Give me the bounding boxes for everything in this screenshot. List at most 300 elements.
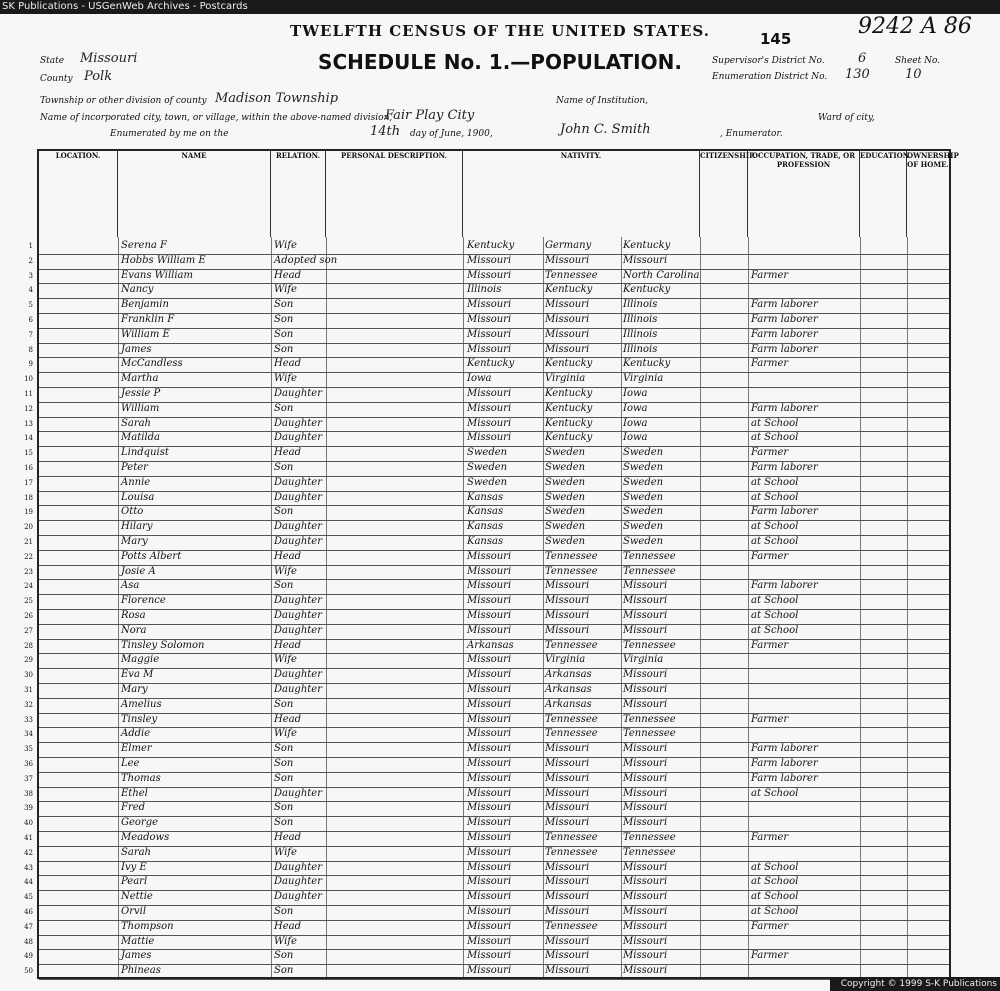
cell-occ: Farm laborer (751, 580, 818, 592)
cell-occ: at School (751, 521, 799, 533)
cell-rel: Son (274, 580, 294, 592)
cell-mother: Missouri (623, 595, 668, 607)
cell-name: Tinsley (121, 713, 158, 725)
copyright-footer: Copyright © 1999 S-K Publications (830, 977, 1000, 991)
cell-name: Evans William (121, 269, 194, 281)
row-number: 22 (24, 552, 33, 561)
column-divider (700, 237, 701, 977)
row-number: 2 (28, 256, 33, 265)
cell-rel: Adopted son (274, 254, 338, 266)
cell-mother: Tennessee (623, 639, 676, 651)
cell-occ: at School (751, 891, 799, 903)
col-ownership: OWNERSHIP OF HOME. (907, 151, 959, 169)
cell-birth: Missouri (467, 565, 512, 577)
cell-father: Virginia (545, 373, 586, 385)
cell-mother: Missouri (623, 876, 668, 888)
cell-rel: Daughter (274, 891, 322, 903)
cell-name: Sarah (121, 846, 151, 858)
cell-mother: Missouri (623, 861, 668, 873)
cell-occ: Farm laborer (751, 402, 818, 414)
row-number: 20 (24, 523, 33, 532)
cell-rel: Daughter (274, 521, 322, 533)
cell-occ: Farm laborer (751, 314, 818, 325)
cell-mother: Missouri (623, 580, 668, 592)
cell-rel: Son (274, 906, 294, 917)
row-number: 35 (24, 745, 33, 754)
cell-rel: Son (274, 743, 294, 755)
cell-birth: Iowa (467, 373, 492, 385)
column-divider (543, 237, 544, 977)
cell-mother: Missouri (623, 920, 668, 932)
county-value: Polk (84, 69, 113, 84)
cell-name: William E (121, 328, 170, 340)
county-label: County (40, 74, 73, 84)
cell-name: Hobbs William E (121, 254, 206, 266)
cell-rel: Son (274, 965, 294, 977)
cell-rel: Head (274, 447, 302, 459)
township-value: Madison Township (215, 91, 339, 106)
cell-birth: Missouri (467, 254, 512, 266)
cell-birth: Missouri (467, 758, 512, 769)
col-name: NAME (118, 151, 271, 237)
township-label: Township or other division of county (40, 96, 207, 106)
cell-birth: Missouri (467, 891, 512, 903)
cell-occ: Farmer (751, 269, 789, 281)
cell-father: Missouri (545, 861, 590, 873)
cell-rel: Son (274, 758, 294, 769)
cell-name: Potts Albert (121, 550, 182, 562)
cell-mother: Missouri (623, 743, 668, 755)
cell-father: Kentucky (545, 402, 593, 414)
cell-birth: Sweden (467, 462, 508, 473)
cell-rel: Daughter (274, 476, 322, 488)
row-number: 40 (24, 819, 33, 828)
state-value: Missouri (80, 51, 138, 66)
cell-rel: Son (274, 772, 294, 784)
cell-rel: Daughter (274, 491, 322, 503)
cell-name: James (121, 950, 152, 962)
row-number: 6 (28, 316, 33, 324)
cell-mother: Missouri (623, 698, 668, 710)
cell-occ: Farmer (751, 832, 789, 843)
cell-rel: Head (274, 550, 302, 562)
cell-birth: Missouri (467, 402, 512, 414)
cell-birth: Kansas (467, 536, 504, 547)
cell-mother: Tennessee (623, 565, 676, 577)
cell-birth: Missouri (467, 580, 512, 592)
cell-rel: Daughter (274, 684, 322, 695)
column-divider (463, 237, 464, 977)
cell-mother: Missouri (623, 906, 668, 917)
cell-father: Sweden (545, 462, 586, 473)
cell-mother: Illinois (623, 314, 658, 325)
cell-occ: Farmer (751, 950, 789, 962)
cell-rel: Daughter (274, 417, 322, 429)
row-number: 7 (28, 330, 33, 339)
cell-mother: Missouri (623, 935, 668, 947)
row-number: 5 (28, 301, 33, 310)
enumerated-day: 14th (370, 124, 401, 139)
city-value: Fair Play City (385, 108, 475, 123)
row-number: 16 (24, 464, 33, 472)
cell-rel: Daughter (274, 536, 322, 547)
window-title: SK Publications - USGenWeb Archives - Postcards (2, 1, 248, 12)
cell-birth: Kansas (467, 506, 504, 518)
cell-birth: Kentucky (467, 240, 515, 251)
cell-rel: Head (274, 713, 302, 725)
cell-occ: at School (751, 432, 799, 444)
cell-occ: Farm laborer (751, 328, 818, 340)
cell-rel: Daughter (274, 432, 322, 444)
cell-father: Tennessee (545, 639, 598, 651)
cell-father: Missouri (545, 743, 590, 755)
row-number: 10 (24, 375, 33, 384)
cell-birth: Missouri (467, 950, 512, 962)
cell-rel: Head (274, 269, 302, 281)
cell-mother: Tennessee (623, 846, 676, 858)
cell-name: Franklin F (121, 314, 175, 325)
row-number: 12 (24, 404, 33, 413)
cell-mother: Missouri (623, 758, 668, 769)
cell-rel: Daughter (274, 876, 322, 888)
col-relation: RELATION. (271, 151, 326, 237)
cell-occ: at School (751, 624, 799, 636)
cell-birth: Missouri (467, 595, 512, 607)
sheet-value: 10 (905, 67, 922, 82)
cell-rel: Son (274, 402, 294, 414)
row-number: 26 (24, 612, 33, 620)
col-citizenship: CITIZENSHIP. (700, 151, 748, 237)
cell-name: McCandless (121, 358, 183, 370)
cell-name: Peter (121, 462, 148, 473)
cell-father: Tennessee (545, 565, 598, 577)
cell-birth: Missouri (467, 965, 512, 977)
cell-name: Ethel (121, 787, 148, 799)
cell-occ: Farm laborer (751, 758, 818, 769)
sheet-label: Sheet No. (895, 56, 941, 66)
cell-occ: Farmer (751, 358, 789, 370)
row-number: 47 (24, 922, 33, 931)
cell-name: Nora (121, 624, 147, 636)
row-number: 42 (24, 848, 33, 857)
cell-name: Mattie (121, 935, 155, 947)
col-occupation: OCCUPATION, TRADE, OR PROFESSION (748, 151, 860, 237)
stamp-number: 9242 A 86 (858, 14, 972, 39)
cell-father: Kentucky (545, 388, 593, 399)
cell-birth: Missouri (467, 269, 512, 281)
cell-name: James (121, 343, 152, 355)
cell-father: Kentucky (545, 417, 593, 429)
row-number: 46 (24, 908, 33, 916)
cell-rel: Wife (274, 935, 297, 947)
row-number: 4 (28, 286, 33, 295)
cell-birth: Missouri (467, 906, 512, 917)
cell-mother: Sweden (623, 521, 664, 533)
cell-mother: Missouri (623, 787, 668, 799)
cell-mother: Missouri (623, 817, 668, 829)
cell-name: Nancy (121, 284, 154, 296)
cell-father: Missouri (545, 906, 590, 917)
row-number: 25 (24, 597, 33, 606)
cell-birth: Missouri (467, 876, 512, 888)
cell-birth: Missouri (467, 654, 512, 666)
cell-birth: Missouri (467, 624, 512, 636)
cell-rel: Head (274, 920, 302, 932)
cell-birth: Kansas (467, 491, 504, 503)
cell-name: Nettie (121, 891, 153, 903)
cell-name: Addie (121, 728, 151, 740)
cell-name: Serena F (121, 240, 167, 251)
cell-occ: Farmer (751, 639, 789, 651)
row-number: 41 (24, 834, 33, 842)
cell-birth: Missouri (467, 713, 512, 725)
cell-father: Sweden (545, 447, 586, 459)
cell-name: Mary (121, 684, 148, 695)
enumerated-month: day of June, 1900, (410, 129, 493, 139)
cell-mother: Illinois (623, 343, 658, 355)
row-number: 43 (24, 863, 33, 872)
cell-occ: at School (751, 595, 799, 607)
cell-mother: Tennessee (623, 832, 676, 843)
row-number: 9 (28, 360, 33, 369)
cell-birth: Arkansas (467, 639, 514, 651)
cell-name: Lindquist (121, 447, 169, 459)
row-number: 27 (24, 626, 33, 635)
column-divider (326, 237, 327, 977)
cell-occ: at School (751, 476, 799, 488)
row-number: 11 (24, 390, 33, 398)
cell-name: Meadows (121, 832, 170, 843)
cell-rel: Son (274, 802, 294, 814)
row-number: 17 (24, 478, 33, 487)
cell-birth: Missouri (467, 417, 512, 429)
cell-occ: at School (751, 417, 799, 429)
cell-mother: Sweden (623, 506, 664, 518)
cell-rel: Daughter (274, 624, 322, 636)
cell-name: Josie A (121, 565, 156, 577)
cell-birth: Missouri (467, 328, 512, 340)
cell-birth: Missouri (467, 772, 512, 784)
cell-occ: Farm laborer (751, 343, 818, 355)
cell-birth: Missouri (467, 743, 512, 755)
cell-father: Virginia (545, 654, 586, 666)
cell-name: Benjamin (121, 299, 169, 311)
row-number: 14 (24, 434, 33, 443)
cell-father: Missouri (545, 343, 590, 355)
cell-birth: Missouri (467, 817, 512, 829)
column-divider (118, 237, 119, 977)
cell-mother: Missouri (623, 772, 668, 784)
cell-mother: Kentucky (623, 240, 671, 251)
cell-mother: Kentucky (623, 358, 671, 370)
cell-name: Orvil (121, 906, 147, 917)
cell-father: Missouri (545, 802, 590, 814)
cell-mother: Missouri (623, 610, 668, 621)
row-number: 18 (24, 493, 33, 502)
row-number: 21 (24, 538, 33, 546)
cell-rel: Daughter (274, 610, 322, 621)
cell-father: Missouri (545, 891, 590, 903)
cell-occ: at School (751, 536, 799, 547)
cell-occ: Farmer (751, 447, 789, 459)
cell-birth: Kansas (467, 521, 504, 533)
cell-name: Amelius (121, 698, 162, 710)
cell-name: Rosa (121, 610, 146, 621)
cell-birth: Missouri (467, 802, 512, 814)
cell-occ: Farm laborer (751, 299, 818, 311)
row-number: 24 (24, 582, 33, 591)
row-number: 44 (24, 878, 33, 887)
page-number: 145 (760, 30, 792, 48)
cell-father: Missouri (545, 787, 590, 799)
city-label: Name of incorporated city, town, or village, within the above-named division, (40, 113, 393, 123)
cell-mother: Missouri (623, 802, 668, 814)
cell-father: Tennessee (545, 832, 598, 843)
cell-rel: Son (274, 343, 294, 355)
cell-father: Sweden (545, 536, 586, 547)
cell-birth: Kentucky (467, 358, 515, 370)
cell-mother: Missouri (623, 891, 668, 903)
cell-father: Arkansas (545, 669, 592, 681)
row-number: 19 (24, 508, 33, 517)
cell-rel: Wife (274, 284, 297, 296)
cell-birth: Missouri (467, 728, 512, 740)
row-number: 29 (24, 656, 33, 665)
cell-rel: Son (274, 506, 294, 518)
cell-birth: Missouri (467, 314, 512, 325)
enum-district-value: 130 (845, 67, 870, 82)
cell-mother: Illinois (623, 299, 658, 311)
cell-mother: Iowa (623, 432, 648, 444)
cell-rel: Daughter (274, 669, 322, 681)
cell-name: Annie (121, 476, 151, 488)
cell-father: Missouri (545, 624, 590, 636)
row-number: 36 (24, 760, 33, 768)
cell-name: Martha (121, 373, 159, 385)
enumerated-label: Enumerated by me on the (110, 129, 229, 139)
column-divider (748, 237, 749, 977)
row-number: 31 (24, 686, 33, 694)
cell-birth: Missouri (467, 610, 512, 621)
cell-occ: Farm laborer (751, 772, 818, 784)
col-nativity: NATIVITY. (463, 151, 700, 237)
cell-father: Kentucky (545, 284, 593, 296)
column-divider (271, 237, 272, 977)
cell-rel: Head (274, 832, 302, 843)
row-number: 8 (28, 345, 33, 354)
cell-mother: Sweden (623, 491, 664, 503)
cell-rel: Head (274, 639, 302, 651)
supervisor-value: 6 (858, 51, 867, 66)
row-number: 33 (24, 715, 33, 724)
cell-rel: Daughter (274, 861, 322, 873)
cell-birth: Missouri (467, 861, 512, 873)
cell-birth: Sweden (467, 447, 508, 459)
cell-father: Sweden (545, 521, 586, 533)
cell-occ: Farmer (751, 713, 789, 725)
cell-name: Florence (121, 595, 166, 607)
cell-occ: Farmer (751, 920, 789, 932)
cell-birth: Sweden (467, 476, 508, 488)
cell-occ: Farm laborer (751, 743, 818, 755)
cell-birth: Missouri (467, 388, 512, 399)
supervisor-label: Supervisor's District No. (712, 56, 825, 66)
cell-father: Missouri (545, 817, 590, 829)
cell-birth: Missouri (467, 698, 512, 710)
cell-mother: Iowa (623, 388, 648, 399)
enumerator-label: , Enumerator. (720, 129, 783, 139)
cell-occ: at School (751, 906, 799, 917)
cell-occ: Farm laborer (751, 506, 818, 518)
cell-rel: Son (274, 698, 294, 710)
cell-name: Thomas (121, 772, 161, 784)
cell-mother: Illinois (623, 328, 658, 340)
cell-name: Sarah (121, 417, 151, 429)
row-number: 13 (24, 419, 33, 428)
cell-mother: Sweden (623, 476, 664, 488)
cell-father: Tennessee (545, 550, 598, 562)
census-title: TWELFTH CENSUS OF THE UNITED STATES. (290, 22, 710, 40)
cell-mother: Tennessee (623, 728, 676, 740)
cell-mother: Virginia (623, 654, 664, 666)
column-divider (907, 237, 908, 977)
cell-rel: Son (274, 817, 294, 829)
row-number: 49 (24, 952, 33, 961)
row-number: 37 (24, 774, 33, 783)
cell-name: Elmer (121, 743, 152, 755)
row-number: 50 (24, 967, 33, 976)
cell-name: William (121, 402, 160, 414)
cell-mother: Iowa (623, 402, 648, 414)
cell-mother: Missouri (623, 254, 668, 266)
cell-father: Missouri (545, 758, 590, 769)
row-number: 30 (24, 671, 33, 680)
cell-name: Lee (121, 758, 140, 769)
cell-birth: Missouri (467, 920, 512, 932)
cell-rel: Daughter (274, 595, 322, 607)
row-number: 1 (28, 242, 33, 250)
census-sheet (0, 14, 1000, 991)
cell-rel: Son (274, 462, 294, 473)
row-number: 39 (24, 804, 33, 813)
col-education: EDUCATION. (860, 151, 907, 237)
window-title-bar (0, 0, 1000, 14)
cell-name: Matilda (121, 432, 160, 444)
row-number: 45 (24, 893, 33, 902)
cell-mother: Iowa (623, 417, 648, 429)
cell-occ: at School (751, 610, 799, 621)
cell-birth: Missouri (467, 846, 512, 858)
cell-father: Sweden (545, 476, 586, 488)
cell-occ: at School (751, 876, 799, 888)
cell-rel: Wife (274, 728, 297, 740)
cell-rel: Son (274, 950, 294, 962)
cell-name: Eva M (121, 669, 154, 681)
cell-mother: Tennessee (623, 713, 676, 725)
cell-mother: Tennessee (623, 550, 676, 562)
cell-birth: Missouri (467, 432, 512, 444)
cell-father: Missouri (545, 254, 590, 266)
cell-name: Jessie P (121, 388, 161, 399)
row-number: 32 (24, 700, 33, 709)
cell-mother: Missouri (623, 684, 668, 695)
cell-father: Missouri (545, 328, 590, 340)
cell-father: Arkansas (545, 698, 592, 710)
cell-name: Mary (121, 536, 148, 547)
cell-father: Missouri (545, 299, 590, 311)
cell-birth: Missouri (467, 669, 512, 681)
cell-birth: Missouri (467, 550, 512, 562)
